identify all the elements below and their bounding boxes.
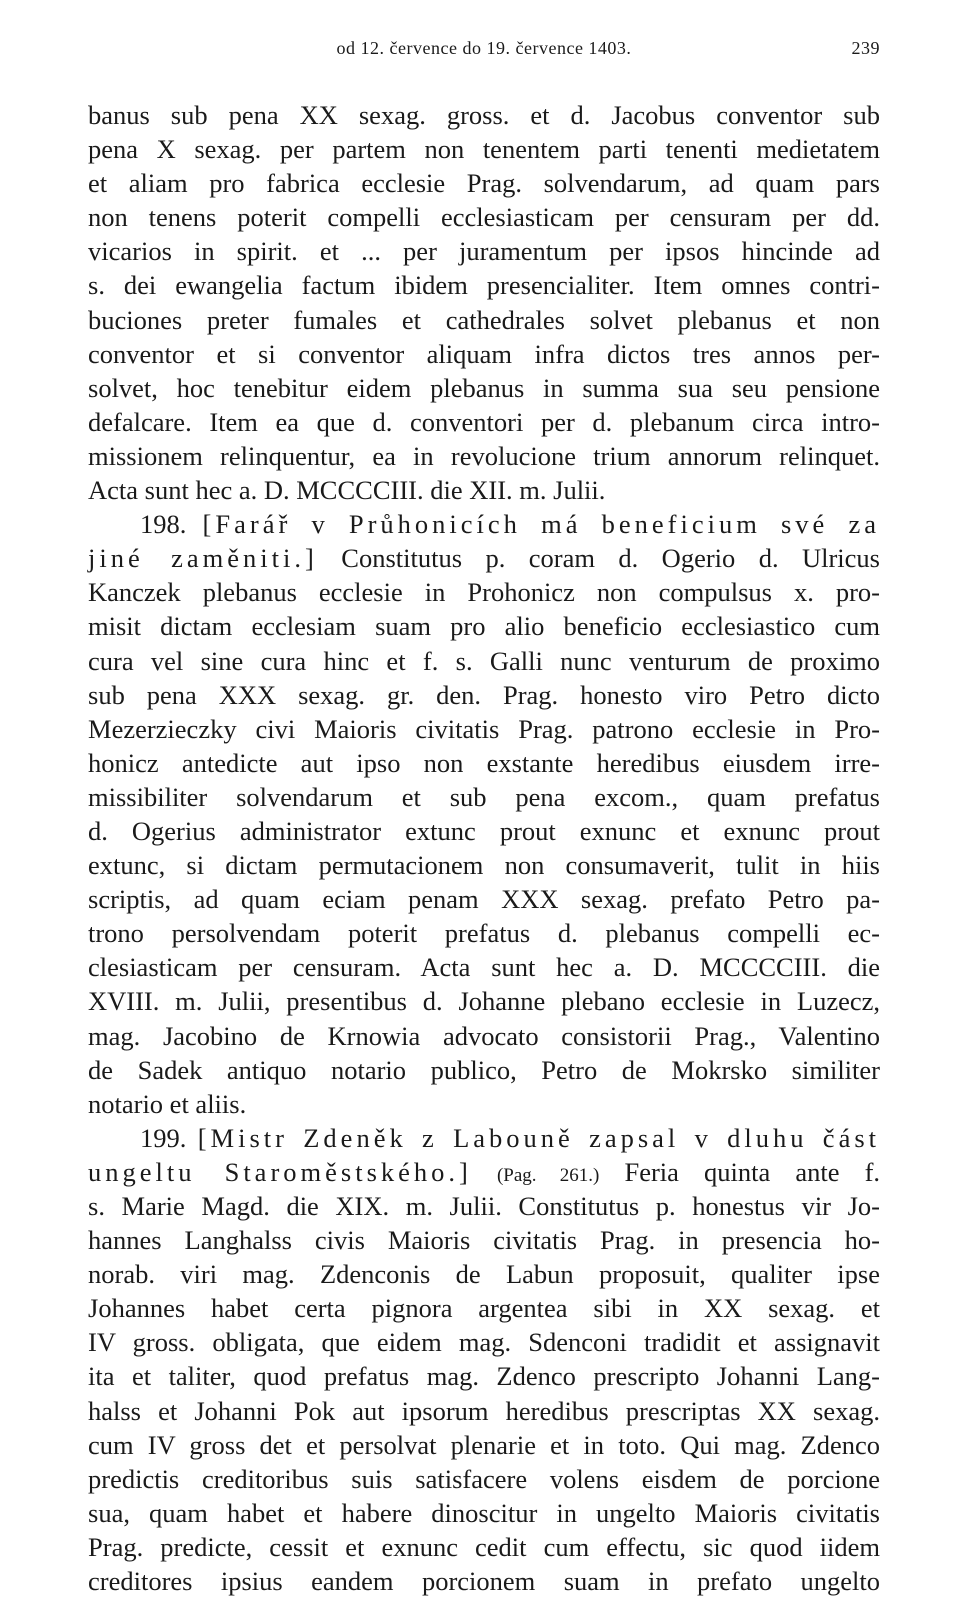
text-line: solvet, hoc tenebitur eidem plebanus in summa sua seu pensione <box>88 372 880 403</box>
text-line: creditores ipsius eandem porcionem suam in prefato ungelto <box>88 1566 880 1597</box>
page-reference: (Pag. 261.) <box>496 1164 600 1186</box>
text-line: trono persolvendam poterit prefatus d. plebanus compelli ec- <box>88 918 880 949</box>
text-line: sub pena XXX sexag. gr. den. Prag. honesto viro Petro dicto <box>88 679 880 710</box>
text-line: scriptis, ad quam eciam penam XXX sexag. prefato Petro pa- <box>88 884 880 915</box>
running-title: od 12. července do 19. července 1403. <box>336 38 632 58</box>
text-line: cura vel sine cura hinc et f. s. Galli nunc venturum de proximo <box>88 645 880 676</box>
text-line: IV gross. obligata, que eidem mag. Sdenconi tradidit et assignavit <box>88 1327 880 1358</box>
text-line: ungeltu Staroměstského.] (Pag. 261.) Feria quinta ante f. <box>88 1156 881 1187</box>
text-line: Johannes habet certa pignora argentea sibi in XX sexag. et <box>88 1293 880 1324</box>
text-line: misit dictam ecclesiam suam pro alio beneficio ecclesiastico cum <box>88 611 880 642</box>
text-line: de Sadek antiquo notario publico, Petro de Mokrsko similiter <box>88 1054 880 1085</box>
text-line: cum IV gross det et persolvat plenarie et in toto. Qui mag. Zdenco <box>88 1429 880 1460</box>
entry-198-heading <box>88 507 880 541</box>
text-line: vicarios in spirit. et ... per juramentum per ipsos hincinde ad <box>88 236 880 267</box>
text-line: buciones preter fumales et cathedrales solvet plebanus et non <box>88 304 880 335</box>
text-line: hannes Langhalss civis Maioris civitatis Prag. in presencia ho- <box>88 1225 880 1256</box>
text-line: d. Ogerius administrator extunc prout exnunc et exnunc prout <box>88 815 880 846</box>
text-line: s. dei ewangelia factum ibidem presencialiter. Item omnes contri- <box>88 270 880 301</box>
text-line: jiné zaměniti.] Constitutus p. coram d. Ogerio d. Ulricus <box>88 543 880 574</box>
text-line: Kanczek plebanus ecclesie in Prohonicz non compulsus x. pro- <box>88 577 880 608</box>
entry-title: ungeltu Staroměstského.] <box>88 1156 472 1187</box>
text-line: notario et aliis. <box>88 1088 247 1119</box>
text-line: clesiasticam per censuram. Acta sunt hec a. D. MCCCCIII. die <box>88 952 880 983</box>
text-line: predictis creditoribus suis satisfacere volens eisdem de porcione <box>88 1463 880 1494</box>
text-line: defalcare. Item ea que d. conventori per d. plebanum circa intro- <box>88 406 880 437</box>
text-line: s. Marie Magd. die XIX. m. Julii. Constitutus p. honestus vir Jo- <box>88 1191 880 1221</box>
text-line: mag. Jacobino de Krnowia advocato consistorii Prag., Valentino <box>88 1020 880 1051</box>
entry-title: [Mistr Zdeněk z Labouně zapsal v dluhu část <box>197 1122 881 1153</box>
entry-title: [Farář v Průhonicích má beneficium své za <box>202 509 880 540</box>
page-number: 239 <box>851 38 880 58</box>
entry-number: 198. <box>140 509 187 540</box>
text-line: Acta sunt hec a. D. MCCCCIII. die XII. m. Julii. <box>88 475 606 506</box>
text-line: XVIII. m. Julii, presentibus d. Johanne plebano ecclesie in Luzecz, <box>88 986 880 1017</box>
text-line: missionem relinquentur, ea in revolucione trium annorum relinquet. <box>88 440 880 471</box>
entry-199-heading <box>88 1121 880 1155</box>
text-line: halss et Johanni Pok aut ipsorum heredibus prescriptas XX sexag. <box>88 1395 880 1426</box>
text-line: Prag. predicte, cessit et exnunc cedit cum effectu, sic quod iidem <box>88 1531 880 1562</box>
text-line: non tenens poterit compelli ecclesiasticam per censuram per dd. <box>88 202 880 233</box>
running-head <box>88 38 880 68</box>
text-line: Mezerzieczky civi Maioris civitatis Prag. patrono ecclesie in Pro- <box>88 713 880 744</box>
text-line: ita et taliter, quod prefatus mag. Zdenco prescripto Johanni Lang- <box>88 1361 880 1392</box>
text-line: et aliam pro fabrica ecclesie Prag. solvendarum, ad quam pars <box>88 168 880 199</box>
text-line: extunc, si dictam permutacionem non consumaverit, tulit in hiis <box>88 850 880 881</box>
text-line: conventor et si conventor aliquam infra dictos tres annos per- <box>88 338 880 369</box>
text-line: banus sub pena XX sexag. gross. et d. Jacobus conventor sub <box>88 100 880 130</box>
entry-title: jiné zaměniti.] <box>88 543 318 574</box>
text-line: sua, quam habet et habere dinoscitur in ungelto Maioris civitatis <box>88 1497 880 1528</box>
entry-number: 199. <box>140 1122 187 1153</box>
text-line: honicz antedicte aut ipso non exstante heredibus eiusdem irre- <box>88 747 880 778</box>
body-text <box>88 98 880 1598</box>
text-line: missibiliter solvendarum et sub pena excom., quam prefatus <box>88 781 880 812</box>
text-line: pena X sexag. per partem non tenentem parti tenenti medietatem <box>88 134 880 165</box>
text-line: norab. viri mag. Zdenconis de Labun proposuit, qualiter ipse <box>88 1259 880 1290</box>
